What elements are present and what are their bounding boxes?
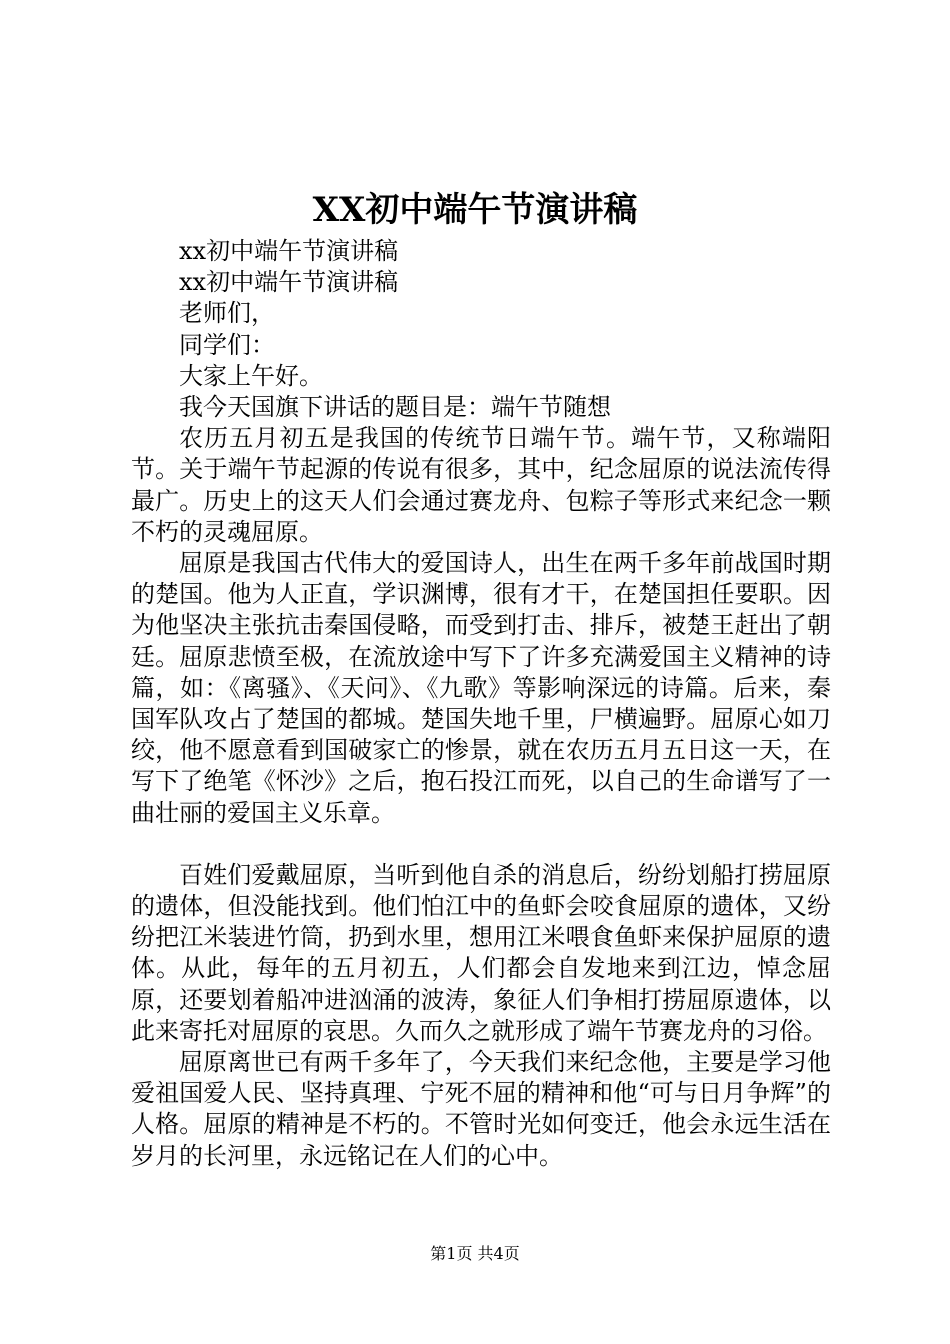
page-title: XX初中端午节演讲稿 <box>312 190 638 230</box>
paragraph: 农历五月初五是我国的传统节日端午节。端午节，又称端阳节。关于端午节起源的传说有很多，其中，纪念屈原的说法流传得最广。历史上的这天人们会通过赛龙舟、包粽子等形式来纪念一颗不朽的灵魂屈原。 <box>131 424 831 546</box>
paragraph: 老师们， <box>179 299 275 328</box>
paragraph: 屈原是我国古代伟大的爱国诗人，出生在两千多年前战国时期的楚国。他为人正直，学识渊博，很有才干，在楚国担任要职。因为他坚决主张抗击秦国侵略，而受到打击、排斥，被楚王赶出了朝廷。屈原悲愤至极，在流放途中写下了许多充满爱国主义精神的诗篇，如：《离骚》、《天问》、《九歌》等影响深远的诗篇。后来，秦国军队攻占了楚国的都城。楚国失地千里，尸横遍野。屈原心如刀绞，他不愿意看到国破家亡的惨景，就在农历五月五日这一天，在写下了绝笔《怀沙》之后，抱石投江而死，以自己的生命谱写了一曲壮丽的爱国主义乐章。 <box>131 549 831 827</box>
document-body <box>131 236 831 1172</box>
paragraph: 大家上午好。 <box>179 361 323 390</box>
paragraph: 屈原离世已有两千多年了，今天我们来纪念他，主要是学习他爱祖国爱人民、坚持真理、宁死不屈的精神和他“可与日月争辉”的人格。屈原的精神是不朽的。不管时光如何变迁，他会永远生活在岁月的长河里，永远铭记在人们的心中。 <box>131 1048 831 1170</box>
paragraph: xx初中端午节演讲稿 <box>179 268 399 297</box>
paragraph: 同学们： <box>179 330 275 359</box>
page-number: 第1页 共4页 <box>430 1244 520 1263</box>
paragraph: xx初中端午节演讲稿 <box>179 237 399 265</box>
paragraph: 我今天国旗下讲话的题目是：端午节随想 <box>179 393 611 422</box>
paragraph: 百姓们爱戴屈原，当听到他自杀的消息后，纷纷划船打捞屈原的遗体，但没能找到。他们怕江中的鱼虾会咬食屈原的遗体，又纷纷把江米装进竹筒，扔到水里，想用江米喂食鱼虾来保护屈原的遗体。从此，每年的五月初五，人们都会自发地来到江边，悼念屈原，还要划着船冲进汹涌的波涛，象征人们争相打捞屈原遗体，以此来寄托对屈原的哀思。久而久之就形成了端午节赛龙舟的习俗。 <box>131 860 831 1045</box>
